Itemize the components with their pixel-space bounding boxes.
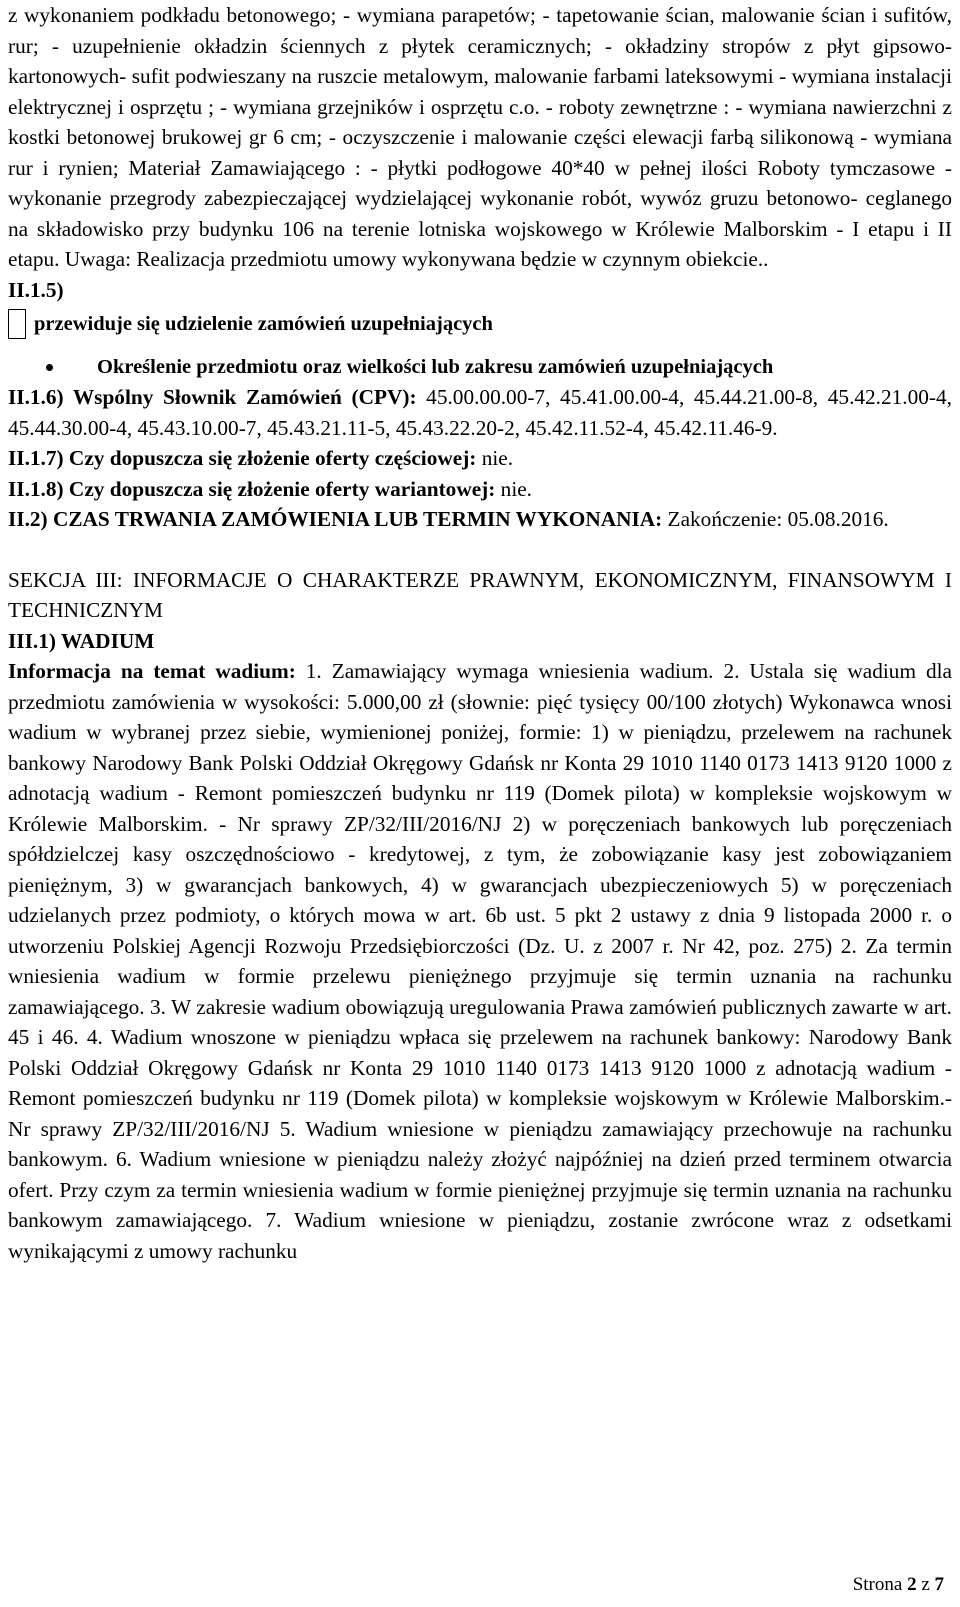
section-II-1-7 — [8, 443, 952, 474]
section-II-2 — [8, 504, 952, 535]
bullet-item — [8, 352, 952, 382]
section-II-1-5-label: II.1.5) — [8, 277, 64, 302]
page-prefix: Strona — [852, 1574, 908, 1595]
section-III-1-heading: III.1) WADIUM — [8, 628, 155, 653]
checkbox-icon — [8, 309, 26, 339]
continuation-paragraph: z wykonaniem podkładu betonowego; - wymiana parapetów; - tapetowanie ścian, malowanie ścian i sufitów, rur; - uzupełnienie okładzin ściennych z płytek ceramicznych; - okładziny stropów z płyt gipsowo- kartonowych- sufit podwieszany na ruszcie metalowym, malowanie farbami lateksowymi - wymiana instalacji elektrycznej i osprzętu ; - wymiana grzejników i osprzętu c.o. - roboty zewnętrzne : - wymiana nawierzchni z kostki betonowej brukowej gr 6 cm; - oczyszczenie i malowanie części elewacji farbą silikonową - wymiana rur i rynien; Materiał Zamawiającego : - płytki podłogowe 40*40 w pełnej ilości Roboty tymczasowe - wykonanie przegrody zabezpieczającej wydzielającej wykonanie robót, wywóz gruzu betonowo- ceglanego na składowisko przy budynku 106 na terenie lotniska wojskowego w Królewie Malborskim - I etapu i II etapu. Uwaga: Realizacja przedmiotu umowy wykonywana będzie w czynnym obiekcie.. — [8, 3, 952, 271]
page-middle: z — [916, 1574, 935, 1595]
variant-offer-value: nie. — [495, 476, 533, 501]
page-total: 7 — [934, 1574, 944, 1595]
partial-offer-label: II.1.7) Czy dopuszcza się złożenie oferty częściowej: — [8, 446, 477, 470]
supplementary-orders-option — [8, 308, 952, 340]
cpv-label: II.1.6) Wspólny Słownik Zamówień (CPV): — [8, 385, 417, 409]
document-page — [8, 0, 952, 1266]
wadium-text: 1. Zamawiający wymaga wniesienia wadium. 2. Ustala się wadium dla przedmiotu zamówienia w wysokości: 5.000,00 zł (słownie: pięć tysięcy 00/100 złotych) Wykonawca wnosi wadium w wybranej przez siebie, wymienionej poniżej, formie: 1) w pieniądzu, przelewem na rachunek bankowy Narodowy Bank Polski Oddział Okręgowy Gdańsk nr Konta 29 1010 1140 0173 1413 9120 1000 z adnotacją wadium - Remont pomieszczeń budynku nr 119 (Domek pilota) w kompleksie wojskowym w Królewie Malborskim. - Nr sprawy ZP/32/III/2016/NJ 2) w poręczeniach bankowych lub poręczeniach spółdzielczej kasy oszczędnościowo - kredytowej, z tym, że zobowiązanie kasy jest zobowiązaniem pieniężnym, 3) w gwarancjach bankowych, 4) w gwarancjach ubezpieczeniowych 5) w poręczeniach udzielanych przez podmioty, o których mowa w art. 6b ust. 5 pkt 2 ustawy z dnia 9 listopada 2000 r. o utworzeniu Polskiej Agencji Rozwoju Przedsiębiorczości (Dz. U. z 2007 r. Nr 42, poz. 275) 2. Za termin wniesienia wadium w formie przelewu pieniężnego przyjmuje się termin uznania na rachunku zamawiającego. 3. W zakresie wadium obowiązują uregulowania Prawa zamówień publicznych zawarte w art. 45 i 46. 4. Wadium wnoszone w pieniądzu wpłaca się przelewem na rachunek bankowy: Narodowy Bank Polski Oddział Okręgowy Gdańsk nr Konta 29 1010 1140 0173 1413 9120 1000 z adnotacją wadium - Remont pomieszczeń budynku nr 119 (Domek pilota) w kompleksie wojskowym w Królewie Malborskim.- Nr sprawy ZP/32/III/2016/NJ 5. Wadium wniesione w pieniądzu zamawiający przechowuje na rachunku bankowym. 6. Wadium wniesione w pieniądzu należy złożyć najpóźniej na dzień przed terminem otwarcia ofert. Przy czym za termin wniesienia wadium w formie pieniężnej przyjmuje się termin uznania na rachunku bankowym zamawiającego. 7. Wadium wniesione w pieniądzu, zostanie zwrócone wraz z odsetkami wynikającymi z umowy rachunku — [8, 659, 952, 1263]
section-II-1-6 — [8, 382, 952, 443]
page-number — [853, 1574, 944, 1596]
variant-offer-label: II.1.8) Czy dopuszcza się złożenie oferty wariantowej: — [8, 476, 496, 501]
wadium-paragraph — [8, 656, 952, 1266]
cpv-value: 45.00.00.00-7, 45.41.00.00-4, 45.44.21.00-8, 45.42.21.00-4, 45.44.30.00-4, 45.43.10.00-7, 45.43.21.11-5, 45.43.22.20-2, 45.42.11.52-4, 45.42.11.46-9. — [8, 385, 952, 440]
page-current: 2 — [907, 1574, 917, 1595]
bullet-icon — [46, 364, 53, 371]
partial-offer-value: nie. — [476, 446, 514, 470]
duration-label: II.2) CZAS TRWANIA ZAMÓWIENIA LUB TERMIN WYKONANIA: — [8, 507, 663, 531]
section-II-1-8 — [8, 474, 952, 505]
wadium-label: Informacja na temat wadium: — [8, 659, 296, 683]
checkbox-label: przewiduje się udzielenie zamówień uzupełniających — [34, 312, 493, 335]
duration-value: Zakończenie: 05.08.2016. — [662, 507, 889, 531]
section-III-heading: SEKCJA III: INFORMACJE O CHARAKTERZE PRAWNYM, EKONOMICZNYM, FINANSOWYM I TECHNICZNYM — [8, 567, 952, 622]
bullet-label: Określenie przedmiotu oraz wielkości lub zakresu zamówień uzupełniających — [97, 355, 774, 378]
spacer — [8, 535, 952, 565]
